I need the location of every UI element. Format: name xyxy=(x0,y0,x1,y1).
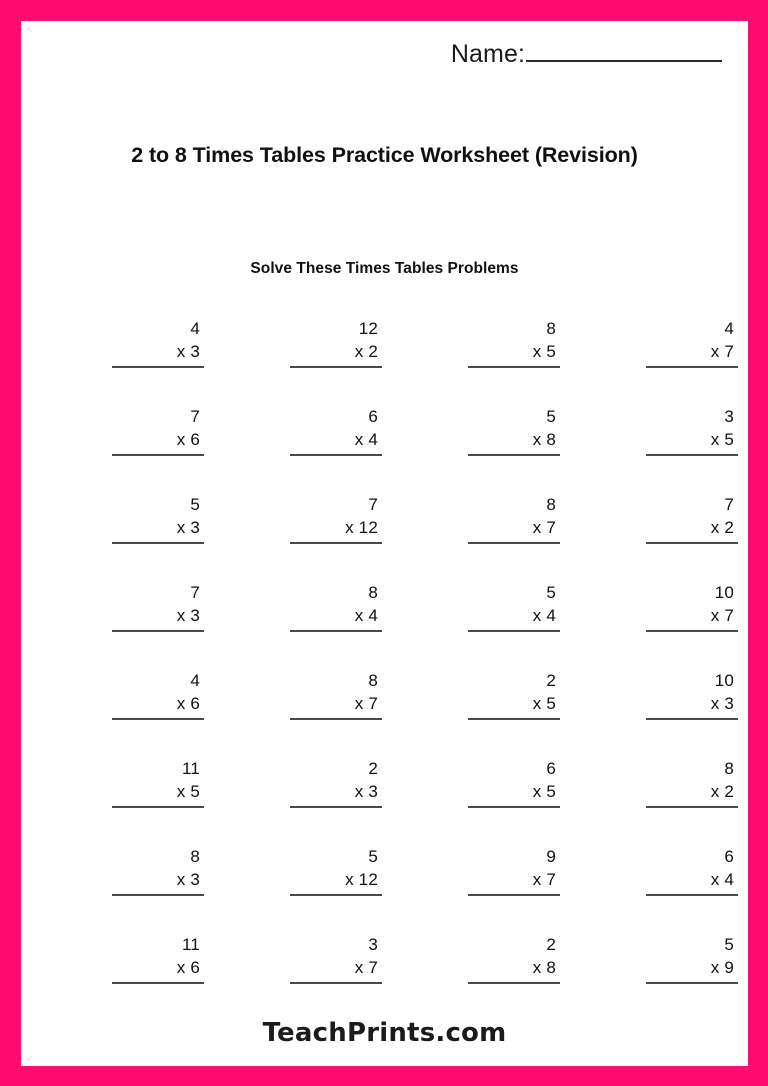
operand-top: 3 xyxy=(724,407,734,426)
operand-bottom: x 7 xyxy=(354,694,378,713)
operand-bottom: x 5 xyxy=(532,694,556,713)
problem-stack xyxy=(468,669,560,720)
operand-bottom: x 2 xyxy=(710,518,734,537)
section-heading: Solve These Times Tables Problems xyxy=(250,260,519,277)
answer-rule[interactable] xyxy=(468,542,560,544)
problem-cell xyxy=(568,317,746,377)
answer-rule[interactable] xyxy=(468,630,560,632)
problem-stack xyxy=(112,669,204,720)
answer-rule[interactable] xyxy=(290,454,382,456)
problem-stack xyxy=(290,757,382,808)
problem-stack xyxy=(290,845,382,896)
answer-rule[interactable] xyxy=(290,630,382,632)
operand-bottom: x 5 xyxy=(532,342,556,361)
operand-top: 6 xyxy=(368,407,378,426)
operand-top: 9 xyxy=(546,847,556,866)
problem-cell xyxy=(568,669,746,729)
problem-stack xyxy=(646,845,738,896)
answer-rule[interactable] xyxy=(646,454,738,456)
problem-stack xyxy=(646,757,738,808)
problem-cell xyxy=(212,493,390,553)
operand-bottom: x 6 xyxy=(176,694,200,713)
problem-stack xyxy=(290,317,382,368)
operand-top: 8 xyxy=(368,671,378,690)
problem-stack xyxy=(468,405,560,456)
problem-cell xyxy=(212,757,390,817)
problem-stack xyxy=(646,933,738,984)
problem-cell xyxy=(568,405,746,465)
problem-stack xyxy=(468,845,560,896)
operand-top: 11 xyxy=(181,935,200,954)
operand-bottom: x 7 xyxy=(532,870,556,889)
problem-cell xyxy=(34,669,212,729)
answer-rule[interactable] xyxy=(646,894,738,896)
operand-bottom: x 8 xyxy=(532,958,556,977)
problem-stack xyxy=(468,757,560,808)
answer-rule[interactable] xyxy=(468,806,560,808)
answer-rule[interactable] xyxy=(112,366,204,368)
problem-cell xyxy=(390,845,568,905)
problem-stack xyxy=(646,669,738,720)
problem-cell xyxy=(212,933,390,993)
answer-rule[interactable] xyxy=(290,542,382,544)
operand-bottom: x 3 xyxy=(176,870,200,889)
problem-stack xyxy=(112,757,204,808)
operand-top: 6 xyxy=(546,759,556,778)
page-title: 2 to 8 Times Tables Practice Worksheet (Revision) xyxy=(131,143,638,167)
problem-cell xyxy=(390,669,568,729)
name-field-row xyxy=(451,39,722,69)
operand-top: 10 xyxy=(714,671,734,690)
problem-cell xyxy=(212,669,390,729)
answer-rule[interactable] xyxy=(646,542,738,544)
problem-stack xyxy=(468,317,560,368)
problem-cell xyxy=(390,933,568,993)
problems-grid xyxy=(34,317,746,993)
operand-top: 2 xyxy=(546,935,556,954)
problem-cell xyxy=(390,405,568,465)
answer-rule[interactable] xyxy=(290,718,382,720)
operand-top: 5 xyxy=(190,495,200,514)
operand-top: 11 xyxy=(181,759,200,778)
operand-bottom: x 7 xyxy=(710,606,734,625)
operand-bottom: x 3 xyxy=(354,782,378,801)
problem-stack xyxy=(112,933,204,984)
operand-bottom: x 7 xyxy=(710,342,734,361)
answer-rule[interactable] xyxy=(112,454,204,456)
problem-cell xyxy=(568,933,746,993)
name-label: Name: xyxy=(450,40,525,68)
problem-cell xyxy=(34,933,212,993)
problem-cell xyxy=(390,757,568,817)
problem-cell xyxy=(568,757,746,817)
problem-stack xyxy=(112,845,204,896)
problem-cell xyxy=(568,845,746,905)
answer-rule[interactable] xyxy=(290,366,382,368)
operand-bottom: x 2 xyxy=(354,342,378,361)
problem-cell xyxy=(34,317,212,377)
problem-cell xyxy=(34,845,212,905)
operand-bottom: x 3 xyxy=(176,606,200,625)
answer-rule[interactable] xyxy=(646,806,738,808)
operand-bottom: x 8 xyxy=(532,430,556,449)
answer-rule[interactable] xyxy=(468,366,560,368)
worksheet-sheet xyxy=(21,21,748,1066)
problem-cell xyxy=(390,493,568,553)
operand-top: 10 xyxy=(714,583,734,602)
problem-stack xyxy=(646,405,738,456)
problem-stack xyxy=(646,493,738,544)
operand-top: 5 xyxy=(546,583,556,602)
answer-rule[interactable] xyxy=(112,718,204,720)
problem-stack xyxy=(468,581,560,632)
problem-cell xyxy=(568,493,746,553)
answer-rule[interactable] xyxy=(112,542,204,544)
operand-top: 2 xyxy=(368,759,378,778)
answer-rule[interactable] xyxy=(646,366,738,368)
operand-bottom: x 4 xyxy=(532,606,556,625)
operand-top: 5 xyxy=(368,847,378,866)
problem-stack xyxy=(468,933,560,984)
problem-stack xyxy=(112,493,204,544)
operand-bottom: x 5 xyxy=(176,782,200,801)
problem-stack xyxy=(468,493,560,544)
operand-bottom: x 4 xyxy=(710,870,734,889)
name-input-blank[interactable] xyxy=(526,39,722,62)
answer-rule[interactable] xyxy=(290,982,382,984)
operand-top: 4 xyxy=(190,671,200,690)
problem-stack xyxy=(112,405,204,456)
answer-rule[interactable] xyxy=(112,894,204,896)
answer-rule[interactable] xyxy=(112,806,204,808)
problem-cell xyxy=(212,581,390,641)
answer-rule[interactable] xyxy=(468,718,560,720)
operand-bottom: x 9 xyxy=(710,958,734,977)
problem-cell xyxy=(390,581,568,641)
problem-cell xyxy=(212,317,390,377)
problem-stack xyxy=(646,581,738,632)
problem-stack xyxy=(290,933,382,984)
operand-bottom: x 5 xyxy=(710,430,734,449)
answer-rule[interactable] xyxy=(468,982,560,984)
operand-bottom: x 7 xyxy=(354,958,378,977)
problem-stack xyxy=(290,405,382,456)
operand-top: 2 xyxy=(546,671,556,690)
problem-stack xyxy=(290,581,382,632)
problem-stack xyxy=(112,317,204,368)
operand-top: 5 xyxy=(546,407,556,426)
problem-cell xyxy=(212,845,390,905)
operand-bottom: x 12 xyxy=(345,518,378,537)
problem-stack xyxy=(646,317,738,368)
operand-top: 7 xyxy=(368,495,378,514)
problem-cell xyxy=(34,493,212,553)
operand-top: 8 xyxy=(368,583,378,602)
problem-cell xyxy=(34,405,212,465)
answer-rule[interactable] xyxy=(290,806,382,808)
operand-top: 6 xyxy=(724,847,734,866)
operand-bottom: x 5 xyxy=(532,782,556,801)
operand-bottom: x 3 xyxy=(710,694,734,713)
problem-cell xyxy=(568,581,746,641)
problem-stack xyxy=(290,493,382,544)
answer-rule[interactable] xyxy=(646,718,738,720)
problem-stack xyxy=(290,669,382,720)
problem-cell xyxy=(34,581,212,641)
problem-cell xyxy=(212,405,390,465)
operand-bottom: x 4 xyxy=(354,430,378,449)
answer-rule[interactable] xyxy=(646,982,738,984)
operand-bottom: x 6 xyxy=(176,958,200,977)
operand-bottom: x 12 xyxy=(345,870,378,889)
operand-top: 4 xyxy=(190,319,200,338)
answer-rule[interactable] xyxy=(468,894,560,896)
problem-cell xyxy=(34,757,212,817)
operand-bottom: x 2 xyxy=(710,782,734,801)
operand-bottom: x 4 xyxy=(354,606,378,625)
problem-cell xyxy=(390,317,568,377)
operand-bottom: x 3 xyxy=(176,518,200,537)
operand-top: 8 xyxy=(546,319,556,338)
operand-top: 7 xyxy=(724,495,734,514)
problem-stack xyxy=(112,581,204,632)
operand-bottom: x 3 xyxy=(176,342,200,361)
operand-top: 5 xyxy=(724,935,734,954)
footer-brand: TeachPrints.com xyxy=(262,1018,507,1048)
operand-top: 8 xyxy=(724,759,734,778)
answer-rule[interactable] xyxy=(468,454,560,456)
answer-rule[interactable] xyxy=(290,894,382,896)
operand-bottom: x 6 xyxy=(176,430,200,449)
answer-rule[interactable] xyxy=(646,630,738,632)
operand-top: 4 xyxy=(724,319,734,338)
answer-rule[interactable] xyxy=(112,630,204,632)
answer-rule[interactable] xyxy=(112,982,204,984)
operand-top: 12 xyxy=(358,319,378,338)
operand-top: 7 xyxy=(190,583,200,602)
operand-top: 8 xyxy=(546,495,556,514)
operand-top: 8 xyxy=(190,847,200,866)
operand-bottom: x 7 xyxy=(532,518,556,537)
operand-top: 3 xyxy=(368,935,378,954)
operand-top: 7 xyxy=(190,407,200,426)
